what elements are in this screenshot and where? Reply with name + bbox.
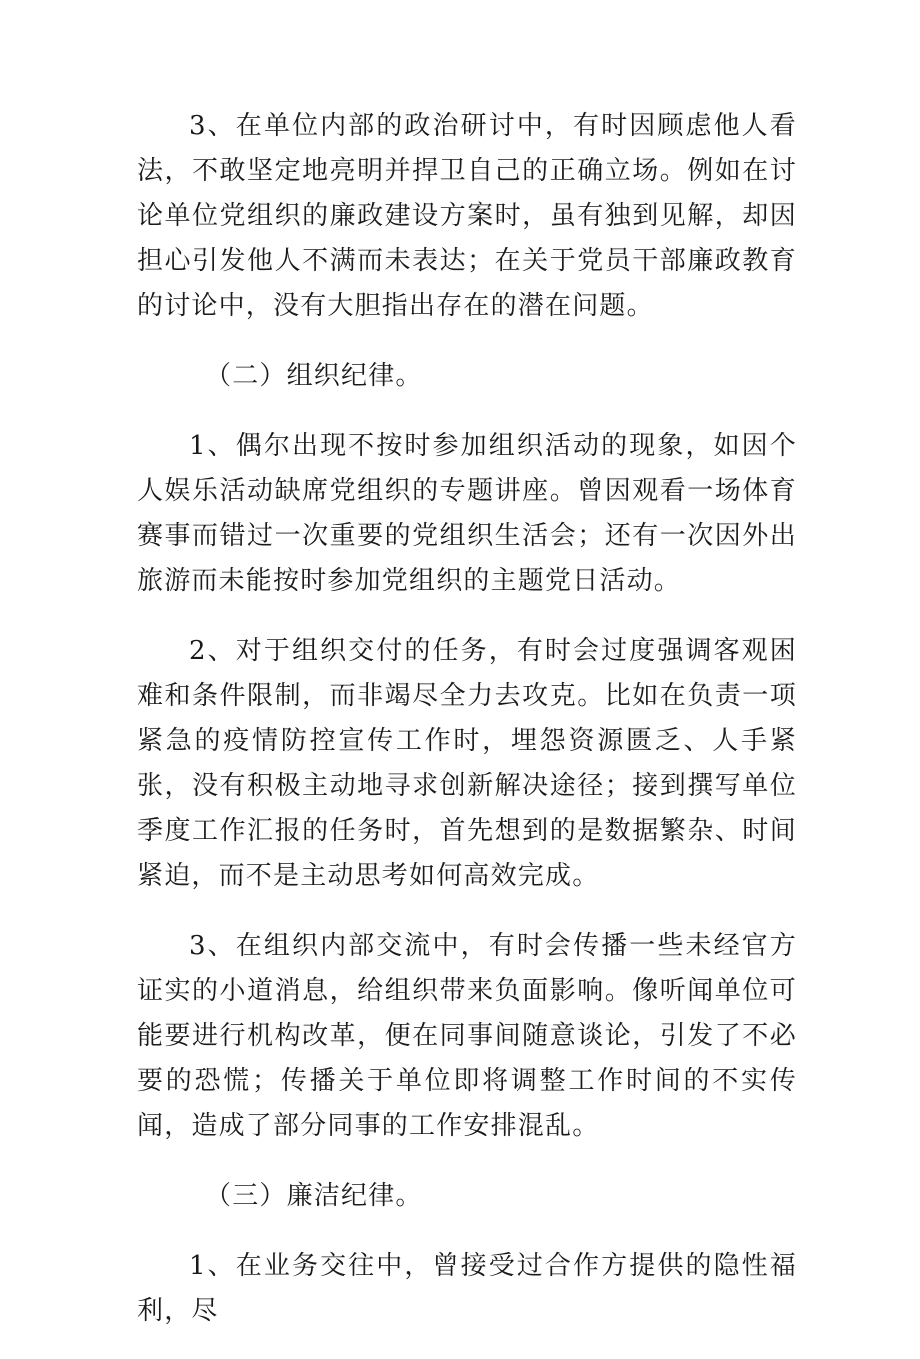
paragraph-internal-communication: 3、在组织内部交流中，有时会传播一些未经官方证实的小道消息，给组织带来负面影响。像听闻单位可能要进行机构改革，便在同事间随意谈论，引发了不必要的恐慌；传播关于单位即将调整工作时间的不实传闻，造成了部分同事的工作安排混乱。: [137, 931, 797, 1141]
paragraph-political-discussion: 3、在单位内部的政治研讨中，有时因顾虑他人看法，不敢坚定地亮明并捍卫自己的正确立场。例如在讨论单位党组织的廉政建设方案时，虽有独到见解，却因担心引发他人不满而未表达；在关于党员干部廉政教育的讨论中，没有大胆指出存在的潜在问题。: [137, 111, 797, 321]
paragraph-organizational-tasks: 2、对于组织交付的任务，有时会过度强调客观困难和条件限制，而非竭尽全力去攻克。比如在负责一项紧急的疫情防控宣传工作时，埋怨资源匮乏、人手紧张，没有积极主动地寻求创新解决途径；接到撰写单位季度工作汇报的任务时，首先想到的是数据繁杂、时间紧迫，而不是主动思考如何高效完成。: [137, 636, 797, 891]
paragraph-business-dealings: 1、在业务交往中，曾接受过合作方提供的隐性福利，尽: [137, 1251, 797, 1326]
paragraph-organizational-activities: 1、偶尔出现不按时参加组织活动的现象，如因个人娱乐活动缺席党组织的专题讲座。曾因观看一场体育赛事而错过一次重要的党组织生活会；还有一次因外出旅游而未能按时参加党组织的主题党日活动。: [137, 431, 797, 596]
document-body: [137, 104, 797, 1359]
section-heading-organizational-discipline: （二）组织纪律。: [205, 361, 423, 391]
section-heading-integrity-discipline: （三）廉洁纪律。: [205, 1181, 423, 1211]
